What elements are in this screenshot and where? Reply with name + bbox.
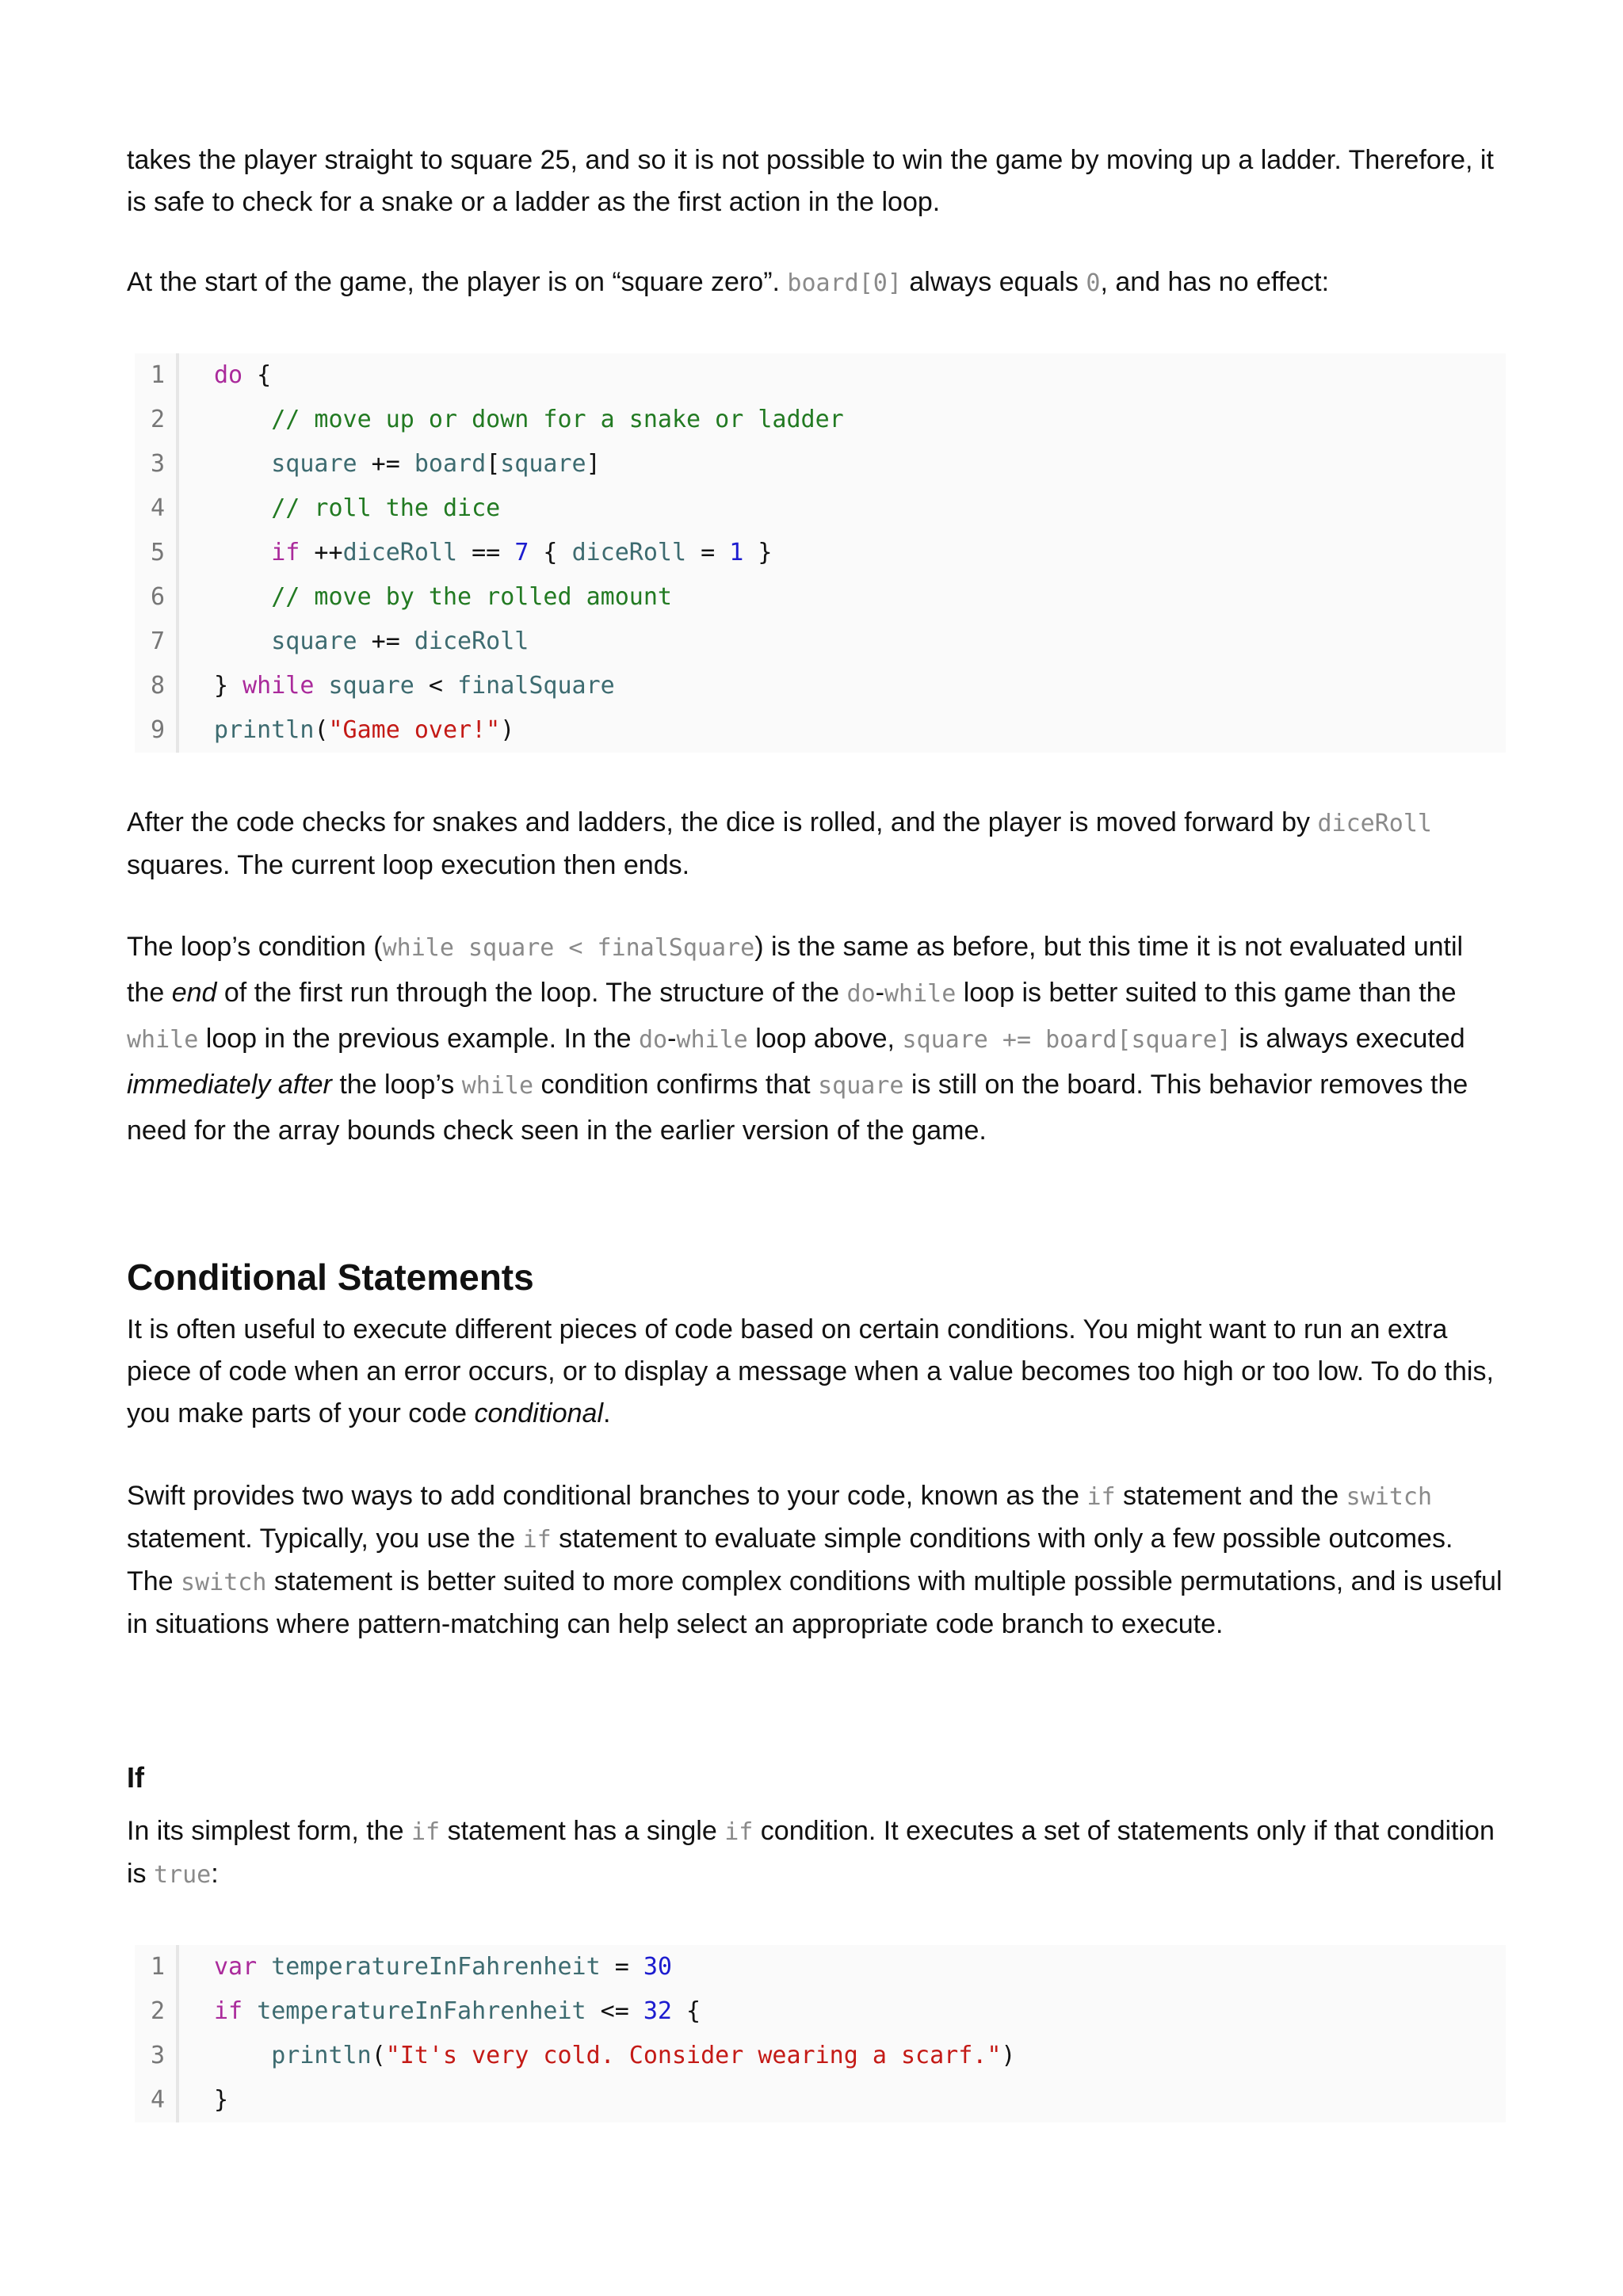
code-line	[135, 398, 1506, 442]
code-line	[135, 486, 1506, 531]
code-line	[135, 620, 1506, 664]
code-text	[179, 353, 271, 398]
code-token: )	[1001, 2042, 1016, 2069]
code-token: 32	[643, 1997, 672, 2025]
line-number: 3	[135, 442, 179, 486]
code-token: {	[242, 361, 272, 389]
code-line	[135, 1989, 1506, 2034]
line-number: 6	[135, 575, 179, 620]
code-text	[179, 2034, 1015, 2078]
code-text	[179, 398, 844, 442]
line-number: 4	[135, 2078, 179, 2122]
code-token: (	[314, 716, 329, 744]
code-text	[179, 708, 514, 753]
inline-code: square += board[square]	[902, 1026, 1232, 1054]
inline-code: while	[461, 1072, 534, 1100]
paragraph-square-zero: At the start of the game, the player is on “square zero”. board[0] always equals 0, and has no effect:	[127, 267, 1330, 297]
line-number: 3	[135, 2034, 179, 2078]
line-number: 1	[135, 1945, 179, 1989]
code-block-do-while	[135, 353, 1506, 753]
code-token: diceRoll	[414, 627, 529, 655]
code-line	[135, 575, 1506, 620]
code-text	[179, 442, 601, 486]
code-text	[179, 2078, 228, 2122]
code-token: var	[214, 1953, 258, 1981]
code-token: ==	[457, 539, 515, 566]
inline-code: while square < finalSquare	[382, 934, 755, 962]
paragraph-ladder-note: takes the player straight to square 25, and so it is not possible to win the game by moving up a ladder. Therefore, it is safe to check for a snake or a ladder as the first action in the loop.	[127, 145, 1494, 217]
code-token: square	[328, 672, 414, 700]
inline-code: if	[411, 1818, 441, 1846]
code-token: temperatureInFahrenheit	[257, 1997, 586, 2025]
code-token: }	[214, 672, 243, 700]
subsection-heading: If	[127, 1761, 144, 1794]
code-token: square	[271, 450, 357, 478]
code-token: 30	[643, 1953, 672, 1981]
paragraph-after-code: After the code checks for snakes and ladders, the dice is rolled, and the player is moved forward by diceRoll squares. The current loop execution then ends.	[127, 807, 1432, 880]
code-token: // move by the rolled amount	[271, 583, 672, 611]
code-line	[135, 664, 1506, 708]
line-number: 5	[135, 531, 179, 575]
code-token: (	[371, 2042, 386, 2069]
code-token	[214, 627, 271, 655]
inline-code: if	[1086, 1483, 1116, 1511]
code-line	[135, 708, 1506, 753]
line-number: 2	[135, 1989, 179, 2034]
code-line	[135, 2078, 1506, 2122]
code-token: square	[500, 450, 586, 478]
code-token: board	[414, 450, 487, 478]
code-token	[242, 1997, 257, 2025]
code-line	[135, 2034, 1506, 2078]
code-token	[214, 406, 271, 433]
paragraph-loop-condition: The loop’s condition (while square < finalSquare) is the same as before, but this time it is not evaluated until the end of the first run through the loop. The structure of the do-while loop is better suited to this game than the while loop in the previous example. In the do-while loop above, square += board[square] is always executed immediately after the loop’s while condition confirms that square is still on the board. This behavior removes the need for the array bounds check seen in the earlier version of the game.	[127, 932, 1468, 1146]
code-line	[135, 1945, 1506, 1989]
line-number: 4	[135, 486, 179, 531]
inline-code: 0	[1086, 269, 1101, 297]
code-token: println	[271, 2042, 372, 2069]
code-token: while	[242, 672, 315, 700]
code-token: diceRoll	[342, 539, 458, 566]
code-token: diceRoll	[571, 539, 687, 566]
paragraph-simple-if: In its simplest form, the if statement has a single if condition. It executes a set of statements only if that condition is true:	[127, 1816, 1495, 1889]
code-token: )	[500, 716, 515, 744]
code-token	[214, 539, 271, 566]
code-token: =	[686, 539, 730, 566]
code-token: if	[214, 1997, 243, 2025]
inline-code: switch	[1346, 1483, 1433, 1511]
code-line	[135, 442, 1506, 486]
code-token	[314, 672, 328, 700]
code-token: 1	[729, 539, 744, 566]
code-token: ++	[300, 539, 343, 566]
code-block-if-example	[135, 1945, 1506, 2122]
code-token	[214, 494, 271, 522]
code-token: {	[671, 1997, 701, 2025]
code-text	[179, 664, 615, 708]
code-text	[179, 1945, 672, 1989]
code-token	[257, 1953, 271, 1981]
inline-code: while	[676, 1026, 748, 1054]
code-token: if	[271, 539, 300, 566]
inline-code: true	[154, 1861, 212, 1889]
code-token: ]	[586, 450, 601, 478]
code-token: "Game over!"	[328, 716, 501, 744]
section-heading: Conditional Statements	[127, 1257, 534, 1298]
code-token: do	[214, 361, 243, 389]
inline-code: if	[522, 1526, 552, 1554]
code-token: <=	[586, 1997, 643, 2025]
code-token: // roll the dice	[271, 494, 501, 522]
inline-code: if	[724, 1818, 754, 1846]
inline-code: board[0]	[787, 269, 902, 297]
code-token: temperatureInFahrenheit	[271, 1953, 601, 1981]
code-line	[135, 531, 1506, 575]
code-token: [	[486, 450, 501, 478]
code-token: println	[214, 716, 315, 744]
code-text	[179, 575, 672, 620]
inline-code: do	[846, 980, 876, 1008]
code-line	[135, 353, 1506, 398]
inline-code: diceRoll	[1317, 810, 1432, 837]
code-text	[179, 531, 772, 575]
code-token: <	[414, 672, 458, 700]
paragraph-conditional-intro: It is often useful to execute different pieces of code based on certain conditions. You might want to run an extra piece of code when an error occurs, or to display a message when a value becomes too high or too low. To do this, you make parts of your code conditional.	[127, 1314, 1494, 1428]
code-token: }	[214, 2086, 229, 2114]
line-number: 1	[135, 353, 179, 398]
code-token: square	[271, 627, 357, 655]
code-token: "It's very cold. Consider wearing a scarf."	[385, 2042, 1002, 2069]
inline-code: square	[818, 1072, 904, 1100]
code-token: 7	[514, 539, 529, 566]
code-token: // move up or down for a snake or ladder	[271, 406, 844, 433]
code-token: }	[743, 539, 773, 566]
code-text	[179, 486, 500, 531]
line-number: 2	[135, 398, 179, 442]
code-text	[179, 1989, 701, 2034]
paragraph-if-switch: Swift provides two ways to add conditional branches to your code, known as the if statement and the switch statement. Typically, you use the if statement to evaluate simple conditions with only a few possible outcomes. The switch statement is better suited to more complex conditions with multiple possible permutations, and is useful in situations where pattern-matching can help select an appropriate code branch to execute.	[127, 1481, 1503, 1639]
code-token	[214, 450, 271, 478]
code-token: finalSquare	[457, 672, 615, 700]
code-token	[214, 583, 271, 611]
inline-code: while	[127, 1026, 199, 1054]
code-token	[214, 2042, 271, 2069]
code-token: +=	[357, 450, 414, 478]
code-token: +=	[357, 627, 414, 655]
line-number: 7	[135, 620, 179, 664]
code-text	[179, 620, 529, 664]
line-number: 8	[135, 664, 179, 708]
line-number: 9	[135, 708, 179, 753]
code-token: {	[529, 539, 572, 566]
inline-code: while	[884, 980, 957, 1008]
code-token: =	[600, 1953, 643, 1981]
inline-code: switch	[181, 1569, 267, 1596]
inline-code: do	[638, 1026, 668, 1054]
